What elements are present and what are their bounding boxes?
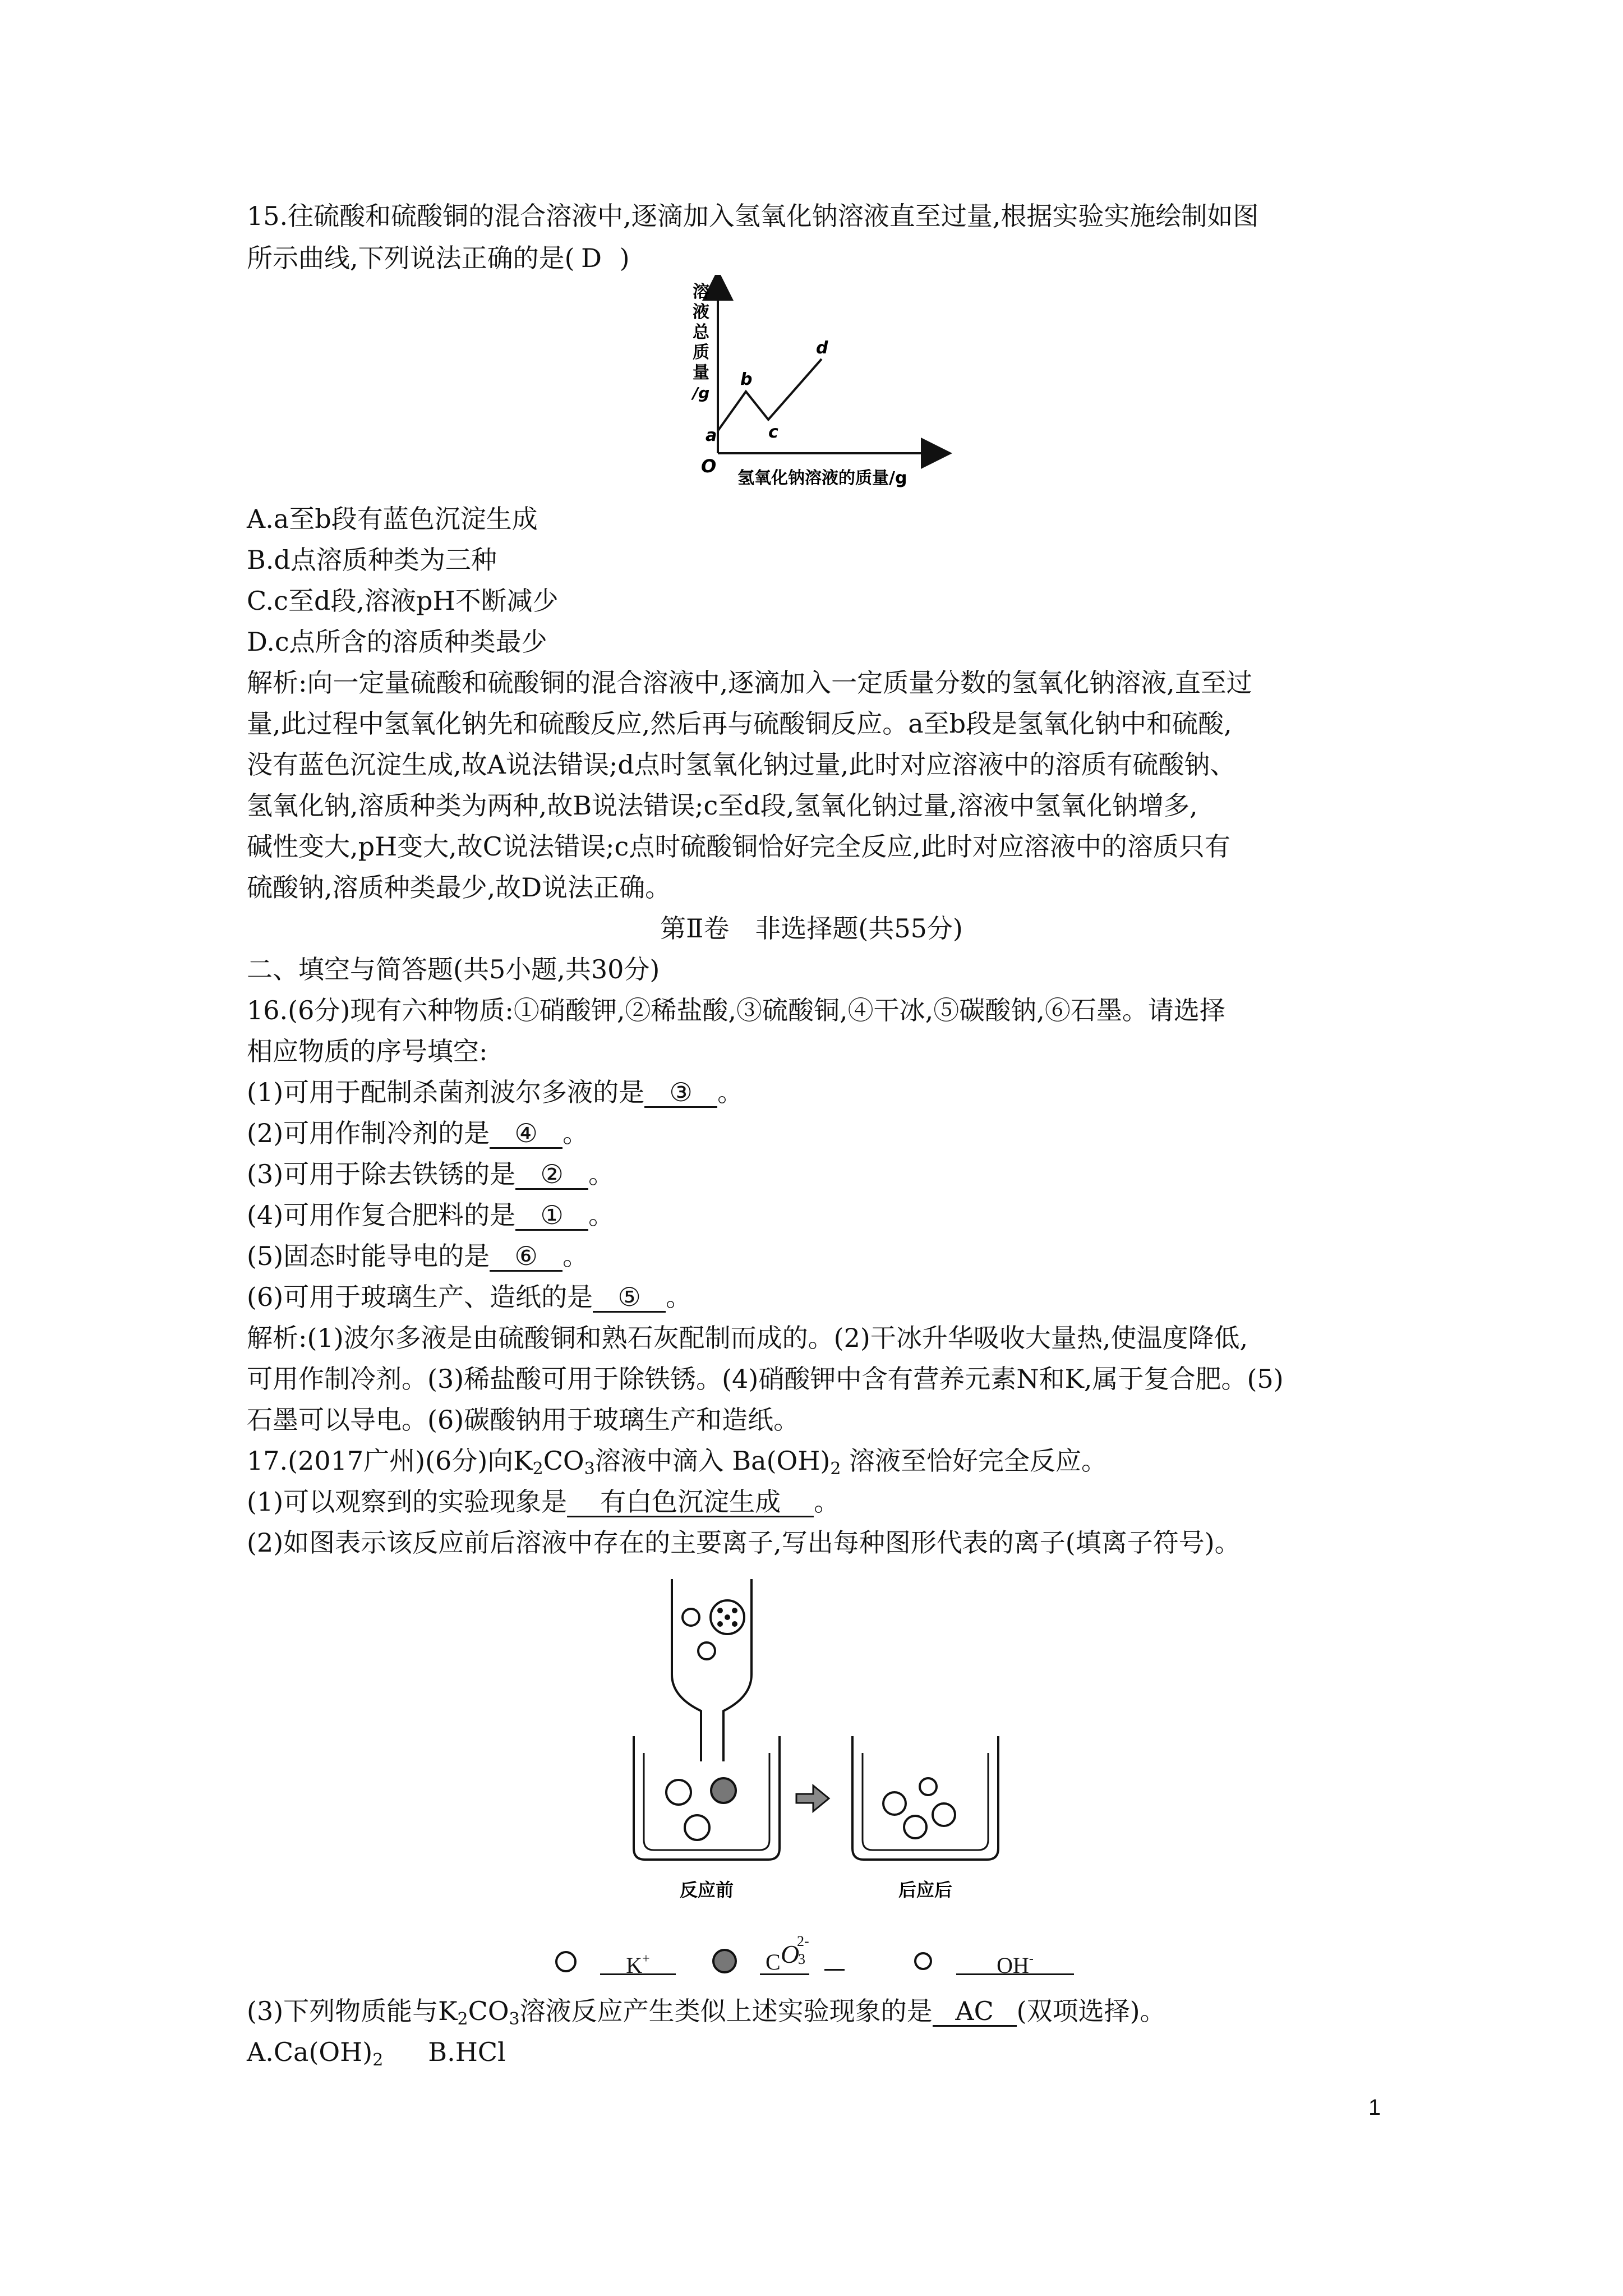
beaker-after-outer: [852, 1736, 998, 1860]
q17-option-b: B.HCl: [428, 2037, 506, 2067]
q17-part3-answer: AC: [933, 1997, 1017, 2027]
cluster-dot: [732, 1608, 737, 1613]
dropper-oh-ion: [698, 1642, 715, 1659]
reaction-arrow-icon: [796, 1786, 829, 1811]
q17-part1-suffix: 。: [814, 1487, 840, 1517]
q16-item-4-suffix: 。: [588, 1200, 615, 1230]
after-oh-ion: [920, 1778, 937, 1795]
q17-part2: (2)如图表示该反应前后溶液中存在的主要离子,写出每种图形代表的离子(填离子符号)。: [247, 1527, 1241, 1558]
ylabel-2: 液: [693, 302, 709, 322]
q15-answer: D: [581, 243, 602, 273]
q17-ion-diagram: [617, 1568, 1021, 1927]
q16-item-2-suffix: 。: [562, 1118, 589, 1148]
q16-item-1: [247, 1075, 743, 1109]
q17-stem: [247, 1444, 1107, 1486]
q16-item-1-answer: ③: [644, 1078, 717, 1108]
q15-analysis-4: 氢氧化钠,溶质种类为两种,故B说法错误;c至d段,氢氧化钠过量,溶液中氢氧化钠增多,: [247, 790, 1198, 821]
q15-analysis-5: 碱性变大,pH变大,故C说法错误;c点时硫酸铜恰好完全反应,此时对应溶液中的溶质只有: [247, 831, 1230, 862]
q17-stem-a: 17.(2017广州)(6分)向K: [247, 1446, 533, 1476]
q17-stem-b: CO: [543, 1446, 584, 1476]
q15-option-b: B.d点溶质种类为三种: [247, 545, 497, 575]
q17-part3-sub1: 2: [457, 2009, 468, 2029]
q15-option-c: C.c至d段,溶液pH不断减少: [247, 586, 559, 616]
legend-co-o: O: [781, 1940, 800, 1968]
after-k-ion-2: [933, 1803, 955, 1826]
q15-option-a: A.a至b段有蓝色沉淀生成: [247, 504, 538, 534]
legend-co-c: C: [766, 1949, 781, 1975]
q16-item-2: [247, 1116, 588, 1150]
q16-item-6-suffix: 。: [666, 1282, 692, 1312]
q15-stem-suffix: ): [619, 243, 630, 273]
legend-carbonate-underline-tail: [824, 1969, 845, 1971]
point-c: c: [768, 422, 778, 442]
before-label: 反应前: [679, 1879, 734, 1901]
q16-item-5-suffix: 。: [562, 1241, 589, 1271]
q16-stem-line2: 相应物质的序号填空:: [247, 1036, 488, 1066]
dropper-left-wall: [672, 1579, 701, 1761]
legend-carbonate-answer: [760, 1933, 809, 1975]
q17-part3-suffix: (双项选择)。: [1016, 1996, 1166, 2026]
legend-small-circle-icon: [914, 1952, 932, 1970]
after-k-ion: [883, 1792, 906, 1815]
legend-co-charge: 2-: [797, 1933, 809, 1949]
q15-stem-line2: [247, 241, 630, 275]
q17-stem-sub1: 2: [532, 1459, 543, 1479]
q15-stem-prefix: 所示曲线,下列说法正确的是(: [247, 243, 575, 273]
q16-item-1-text: (1)可用于配制杀菌剂波尔多液的是: [247, 1077, 645, 1107]
q17-part3-a: (3)下列物质能与K: [247, 1996, 458, 2026]
q16-stem-line1: 16.(6分)现有六种物质:①硝酸钾,②稀盐酸,③硫酸铜,④干冰,⑤碳酸钠,⑥石墨。请选择: [247, 995, 1225, 1025]
point-a: a: [706, 426, 717, 445]
q17-part3-b: CO: [468, 1996, 509, 2026]
q17-part1-text: (1)可以观察到的实验现象是: [247, 1487, 568, 1517]
q17-stem-c: 溶液中滴入 Ba(OH): [594, 1446, 831, 1476]
q16-item-6-text: (6)可用于玻璃生产、造纸的是: [247, 1282, 593, 1312]
point-d: d: [816, 338, 828, 358]
ylabel-5: 量: [693, 363, 709, 383]
cluster-dot: [725, 1614, 730, 1620]
before-k-ion: [666, 1780, 691, 1805]
q16-item-3: [247, 1157, 614, 1191]
after-label: 后应后: [898, 1879, 953, 1901]
q17-part3-c: 溶液反应产生类似上述实验现象的是: [519, 1996, 933, 2026]
q17-part1-answer: 有白色沉淀生成: [567, 1488, 814, 1517]
cluster-dot: [732, 1621, 737, 1627]
page-number: 1: [1368, 2095, 1381, 2120]
xlabel: 氢氧化钠溶液的质量/g: [737, 468, 907, 488]
legend-co-subscript: 3: [798, 1951, 805, 1967]
q16-item-5: [247, 1239, 588, 1273]
q15-analysis-1: 解析:向一定量硫酸和硫酸铜的混合溶液中,逐滴加入一定质量分数的氢氧化钠溶液,直至过: [247, 668, 1252, 698]
legend-oh-charge: -: [1029, 1952, 1034, 1966]
ylabel-4: 质: [693, 343, 709, 362]
q17-stem-sub3: 2: [830, 1459, 841, 1479]
q16-item-5-answer: ⑥: [490, 1242, 562, 1272]
q16-item-3-text: (3)可用于除去铁锈的是: [247, 1159, 516, 1189]
q17-part1: [247, 1485, 840, 1519]
q16-analysis-3: 石墨可以导电。(6)碳酸钠用于玻璃生产和造纸。: [247, 1405, 800, 1435]
legend-oh-answer: [956, 1944, 1074, 1978]
q16-item-6: [247, 1280, 691, 1314]
q15-stem-line1: 15.往硫酸和硫酸铜的混合溶液中,逐滴加入氢氧化钠溶液直至过量,根据实验实施绘制如图: [247, 201, 1259, 231]
q17-part3: [247, 1994, 1166, 2036]
beaker-after-inner: [863, 1753, 988, 1850]
q17-stem-sub2: 3: [584, 1459, 595, 1479]
q17-option-a: A.Ca(OH): [247, 2037, 373, 2067]
legend-oh-symbol: OH: [997, 1953, 1029, 1978]
q16-item-2-text: (2)可用作制冷剂的是: [247, 1118, 490, 1148]
legend-k-symbol: K: [626, 1953, 643, 1978]
q17-option-a-sub: 2: [372, 2050, 384, 2070]
q16-item-5-text: (5)固态时能导电的是: [247, 1241, 490, 1271]
q16-item-3-suffix: 。: [588, 1159, 615, 1189]
q16-item-6-answer: ⑤: [593, 1283, 666, 1313]
q16-item-4: [247, 1198, 614, 1232]
q15-graph: [673, 275, 965, 499]
legend-gray-circle-icon: [712, 1949, 737, 1973]
ylabel-6: /g: [693, 384, 710, 402]
q17-part3-sub2: 3: [509, 2009, 520, 2029]
q17-options: [247, 2035, 506, 2077]
q16-item-4-answer: ①: [515, 1201, 588, 1231]
curve: [718, 359, 822, 431]
q17-stem-d: 溶液至恰好完全反应。: [841, 1446, 1108, 1476]
q15-analysis-6: 硫酸钠,溶质种类最少,故D说法正确。: [247, 872, 671, 903]
before-k-ion-2: [685, 1815, 709, 1840]
q15-option-d: D.c点所含的溶质种类最少: [247, 627, 547, 657]
before-carbonate-ion: [711, 1778, 736, 1803]
beaker-before-outer: [634, 1736, 780, 1860]
part2-title: 第Ⅱ卷 非选择题(共55分): [660, 913, 963, 944]
ylabel-1: 溶: [693, 282, 709, 302]
section-heading: 二、填空与简答题(共5小题,共30分): [247, 954, 660, 984]
q16-analysis-1: 解析:(1)波尔多液是由硫酸铜和熟石灰配制而成的。(2)干冰升华吸收大量热,使温度降低,: [247, 1323, 1248, 1353]
cluster-dot: [717, 1608, 723, 1613]
legend-k-answer: [600, 1944, 676, 1978]
ylabel-3: 总: [693, 323, 709, 342]
after-k-ion-3: [904, 1816, 926, 1838]
point-b: b: [740, 370, 753, 389]
q15-analysis-2: 量,此过程中氢氧化钠先和硫酸反应,然后再与硫酸铜反应。a至b段是氢氧化钠中和硫酸,: [247, 708, 1232, 739]
q16-item-3-answer: ②: [515, 1160, 588, 1190]
origin-label: O: [701, 455, 717, 477]
q16-item-4-text: (4)可用作复合肥料的是: [247, 1200, 516, 1230]
q15-analysis-3: 没有蓝色沉淀生成,故A说法错误;d点时氢氧化钠过量,此时对应溶液中的溶质有硫酸钠、: [247, 749, 1236, 780]
q16-item-2-answer: ④: [490, 1119, 562, 1149]
legend-white-circle-icon: [555, 1951, 577, 1972]
q16-item-1-suffix: 。: [717, 1077, 744, 1107]
cluster-dot: [717, 1621, 723, 1627]
q16-analysis-2: 可用作制冷剂。(3)稀盐酸可用于除铁锈。(4)硝酸钾中含有营养元素N和K,属于复合肥。(5): [247, 1364, 1284, 1394]
dropper-k-ion: [683, 1609, 699, 1626]
legend-k-charge: +: [642, 1952, 650, 1966]
